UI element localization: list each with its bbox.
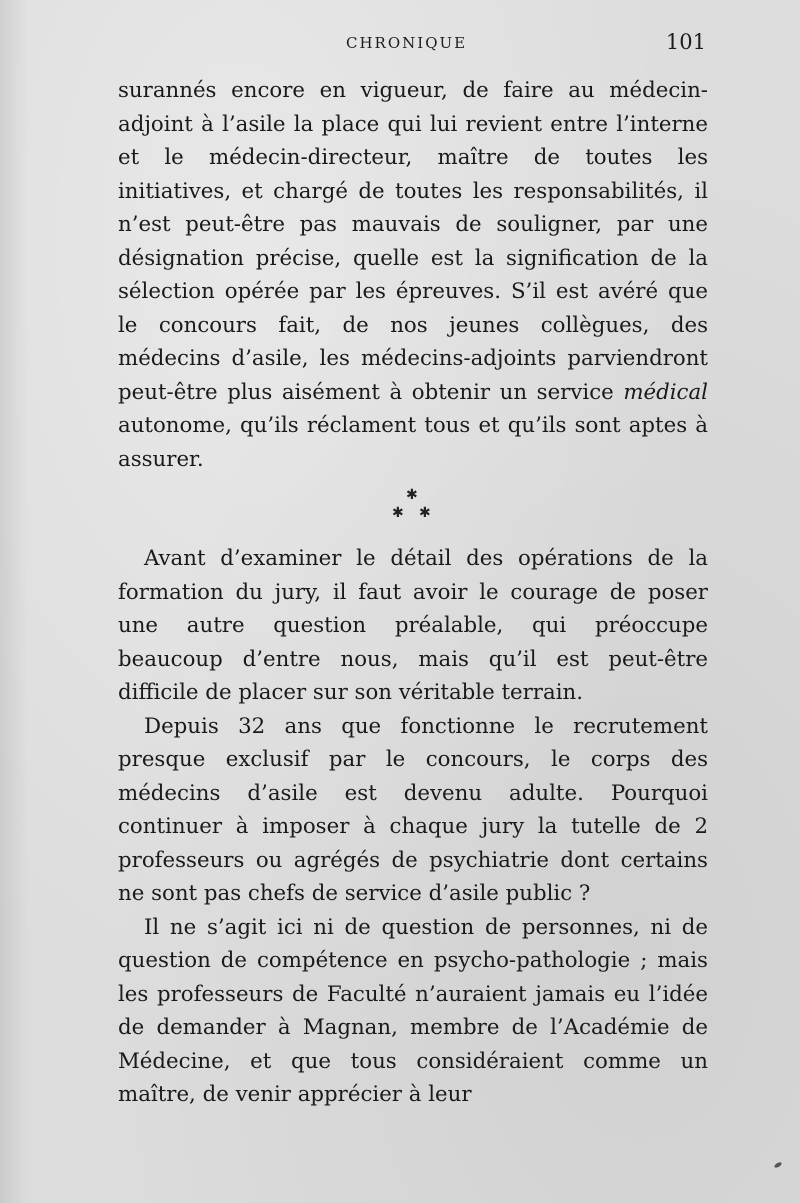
paragraph-1-text: surannés encore en vigueur, de faire au médecin-adjoint à l’asile la place qui lui revient entre l’interne et le médecin-directeur, maître de toutes les initiatives, et chargé de toutes les responsabilités, il n’est peut-être pas mauvais de souligner, par une désignation précise, quelle est la signification de la sélection opérée par les épreuves. S’il est avéré que le concours fait, de nos jeunes collègues, des médecins d’asile, les médecins-adjoints parviendront peut-être plus aisément à obtenir un service	[118, 78, 708, 405]
paragraph-1-italic-word: médical	[623, 379, 708, 405]
running-head: CHRONIQUE	[346, 34, 468, 52]
paragraph-3: Depuis 32 ans que fonctionne le recrutement presque exclusif par le concours, le corps des médecins d’asile est devenu adulte. Pourquoi continuer à imposer à chaque jury la tutelle de 2 professeurs ou agrégés de psychiatrie dont certains ne sont pas chefs de service d’asile public ?	[118, 713, 708, 906]
separator-star: ✱	[392, 505, 404, 521]
page-header	[118, 30, 708, 66]
separator-star: ✱	[406, 487, 418, 503]
section-separator	[118, 476, 708, 542]
paragraph-2: Avant d’examiner le détail des opérations de la formation du jury, il faut avoir le courage de poser une autre question préalable, qui préoccupe beaucoup d’entre nous, mais qu’il est peut-être difficile de placer sur son véritable terrain.	[118, 546, 708, 705]
paragraph-1-text-end: autonome, qu’ils réclament tous et qu’ils sont aptes à assurer.	[118, 413, 708, 472]
paragraph-1	[118, 74, 708, 476]
separator-star: ✱	[419, 505, 431, 521]
page-number: 101	[665, 30, 706, 54]
ink-speck	[774, 1161, 783, 1168]
body-text	[118, 74, 708, 1112]
paragraph-4: Il ne s’agit ici ni de question de personnes, ni de question de compétence en psycho-pathologie ; mais les professeurs de Faculté n’auraient jamais eu l’idée de demander à Magnan, membre de l’Académie de Médecine, et que tous considéraient comme un maître, de venir apprécier à leur	[118, 914, 708, 1107]
